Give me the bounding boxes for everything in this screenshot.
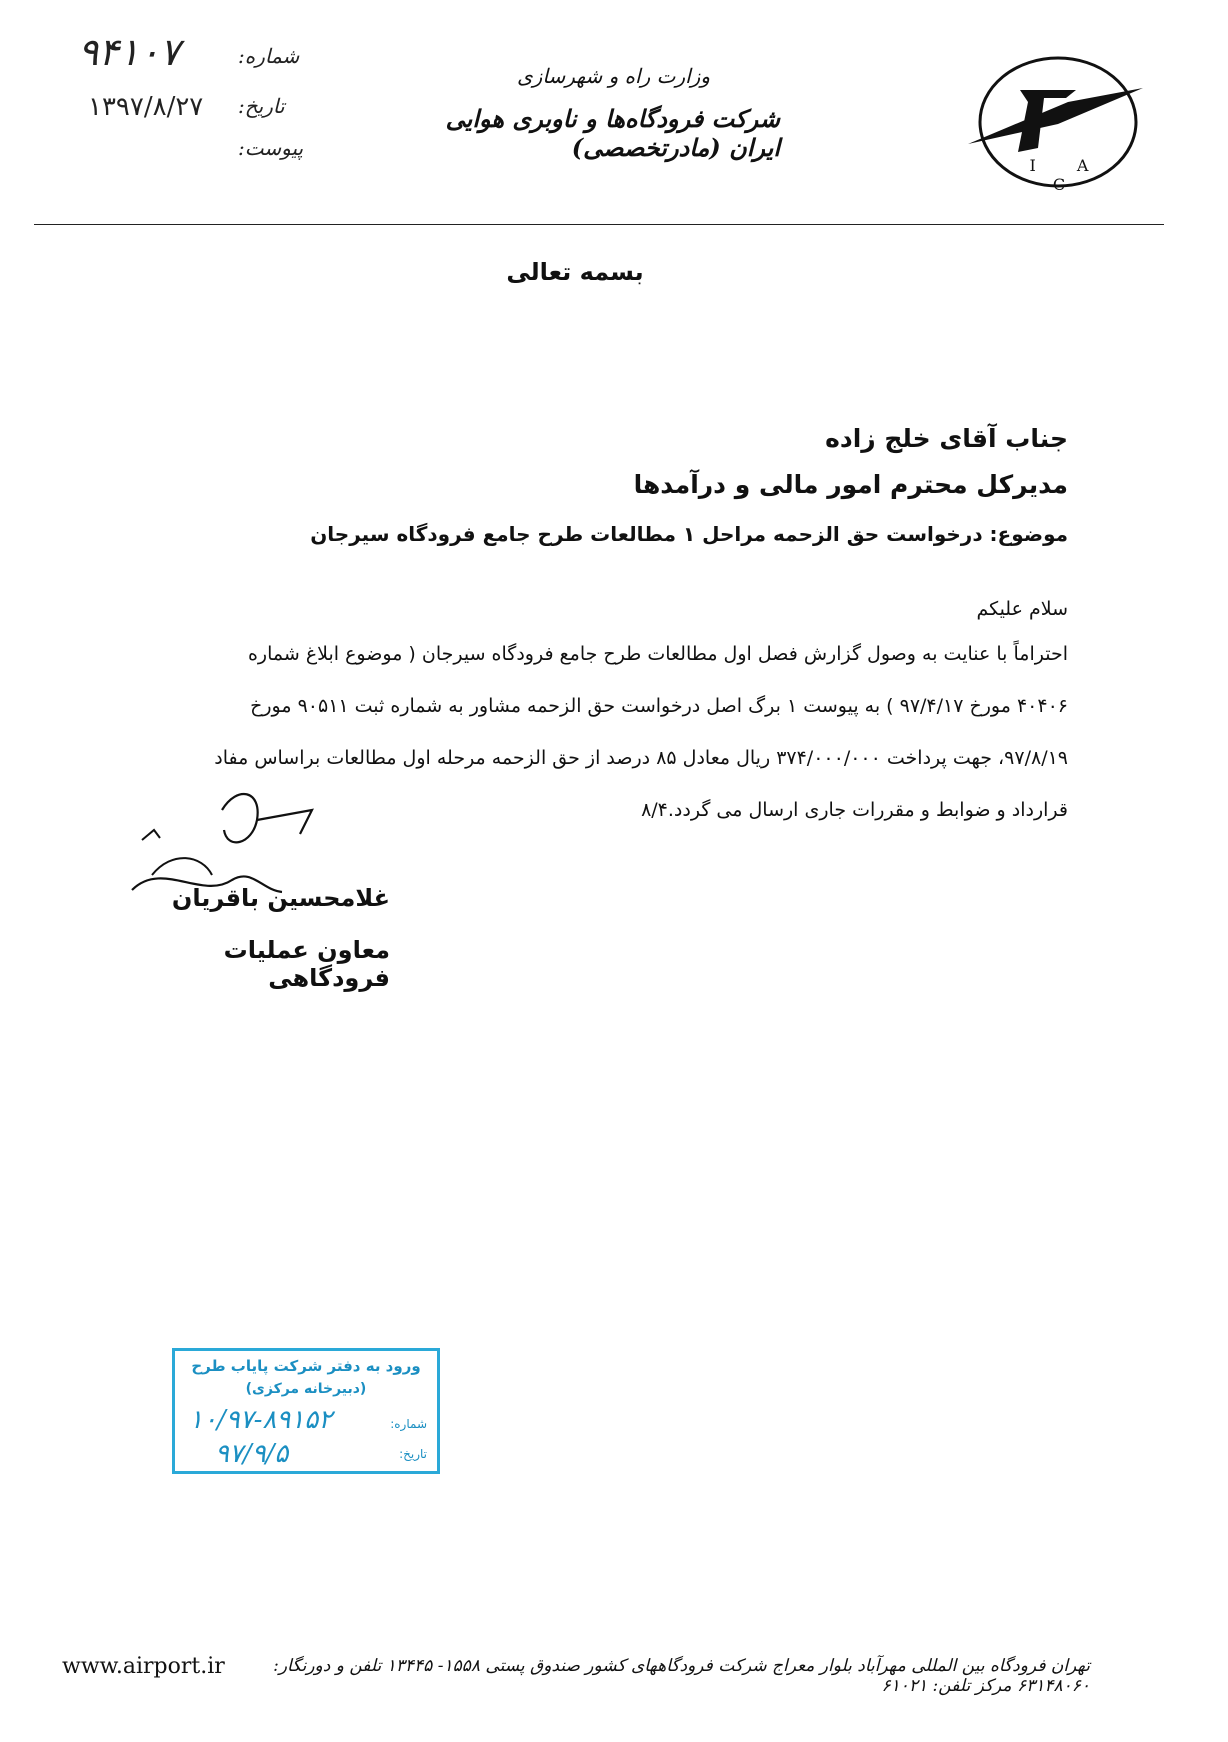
stamp-date-label: تاریخ:: [399, 1447, 427, 1461]
recipient-title: مدیرکل محترم امور مالی و درآمدها: [633, 470, 1068, 499]
greeting: سلام علیکم: [976, 598, 1068, 620]
stamp-date-value: ۹۷/۹/۵: [215, 1439, 289, 1469]
signer-name: غلامحسین باقریان: [171, 884, 390, 912]
letter-number-label: شماره:: [238, 44, 300, 68]
company-name: شرکت فرودگاه‌ها و ناوبری هوایی ایران (مادرتخصصی): [445, 104, 780, 162]
stamp-line-1: ورود به دفتر شرکت پایاب طرح: [191, 1357, 421, 1375]
ministry-name: وزارت راه و شهرسازی: [517, 64, 710, 88]
recipient-name: جناب آقای خلج زاده: [825, 424, 1068, 453]
company-logo: [948, 52, 1168, 192]
letter-attachment-label: پیوست:: [238, 136, 304, 160]
signer-position: معاون عملیات فرودگاهی: [223, 936, 390, 992]
body-line-3: ۹۷/۸/۱۹، جهت پرداخت ۳۷۴/۰۰۰/۰۰۰ ریال معادل ۸۵ درصد از حق الزحمه مرحله اول مطالعات براساس مفاد: [214, 747, 1068, 769]
stamp-number-label: شماره:: [390, 1417, 427, 1431]
reception-stamp: [172, 1348, 440, 1474]
subject-line: موضوع: درخواست حق الزحمه مراحل ۱ مطالعات طرح جامع فرودگاه سیرجان: [310, 522, 1068, 546]
letter-date-label: تاریخ:: [238, 94, 285, 118]
footer-address: تهران فرودگاه بین المللی مهرآباد بلوار معراج شرکت فرودگاههای کشور صندوق پستی ۱۵۵۸- ۱۳۴۴۵ تلفن و دورنگار: ۶۳۱۴۸۰۶۰ مرکز تلفن: ۶۱۰۲۱: [273, 1656, 1090, 1696]
letter-number-value: ۹۴۱۰۷: [78, 30, 181, 74]
stamp-line-2: (دبیرخانه مرکزی): [245, 1381, 367, 1397]
header-divider: [34, 224, 1164, 225]
body-line-2: ۴۰۴۰۶ مورخ ۹۷/۴/۱۷ ) به پیوست ۱ برگ اصل درخواست حق الزحمه مشاور به شماره ثبت ۹۰۵۱۱ مورخ: [250, 695, 1068, 717]
body-line-4: قرارداد و ضوابط و مقررات جاری ارسال می گردد.۸/۴: [641, 799, 1068, 821]
letter-date-value: ۱۳۹۷/۸/۲۷: [88, 92, 204, 122]
invocation: بسمه تعالی: [506, 258, 644, 286]
footer-website: www.airport.ir: [62, 1654, 225, 1679]
stamp-number-value: ۱۰/۹۷-۸۹۱۵۲: [189, 1405, 333, 1435]
body-line-1: احتراماً با عنایت به وصول گزارش فصل اول مطالعات طرح جامع فرودگاه سیرجان ( موضوع ابلاغ شماره: [247, 643, 1068, 665]
logo-text: I A C: [1029, 156, 1107, 194]
